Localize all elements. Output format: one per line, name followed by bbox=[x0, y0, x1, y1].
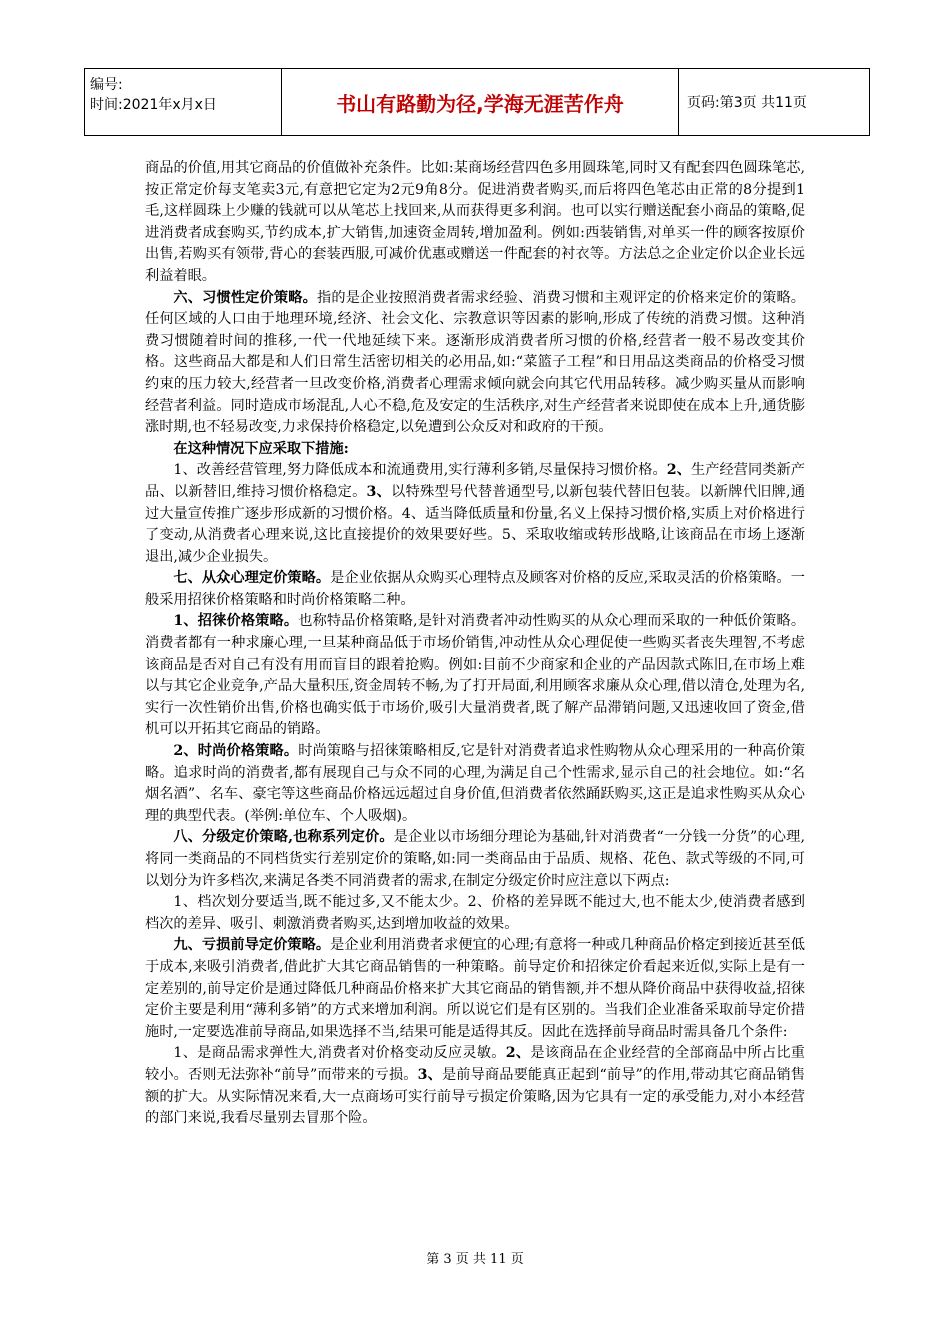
paragraph-text: 1、是商品需求弹性大,消费者对价格变动反应灵敏。 bbox=[173, 1045, 506, 1062]
list-number: 2、 bbox=[666, 462, 691, 479]
paragraph-text: 以特殊型号代替普通型号,以新包装代替旧包装。以新牌代旧牌,通过大量宣传推广逐步形成新的习惯价格。4、适当降低质量和份量,名义上保持习惯价格,实质上对价格进行了变动,从消费者心理来说,这比直接提价的效果要好些。5、采取收缩或转形战略,让该商品在市场上逐渐退出,减少企业损失。 bbox=[145, 483, 806, 565]
paragraph bbox=[145, 935, 805, 1043]
paragraph-text: 指的是企业按照消费者需求经验、消费习惯和主观评定的价格来定价的策略。任何区域的人口由于地理环境,经济、社会文化、宗教意识等因素的影响,形成了传统的消费习惯。这种消费习惯随着时间的推移,一代一代地延续下来。逐渐形成消费者所习惯的价格,经营者一般不易改变其价格。这些商品大都是和人们日常生活密切相关的必用品,如:“菜篮子工程”和日用品这类商品的价格受习惯约束的压力较大,经营者一旦改变价格,消费者心理需求倾向就会向其它代用品转移。减少购买量从而影响经营者利益。同时造成市场混乱,人心不稳,危及安定的生活秩序,对生产经营者来说即使在成本上升,通货膨涨时期,也不轻易改变,力求保持价格稳定,以免遭到公众反对和政府的干预。 bbox=[145, 289, 805, 436]
section-heading: 八、分级定价策略,也称系列定价。 bbox=[173, 829, 394, 846]
paragraph-text: 是企业以市场细分理论为基础,针对消费者“一分钱一分货”的心理,将同一类商品的不同档货实行差别定价的策略,如:同一类商品由于品质、规格、花色、款式等级的不同,可以划分为许多档次,来满足各类不同消费者的需求,在制定分级定价时应注意以下两点: bbox=[145, 829, 805, 889]
paragraph bbox=[145, 827, 805, 892]
time-label: 时间:2021年x月x日 bbox=[90, 97, 217, 113]
paragraph bbox=[145, 439, 805, 461]
section-heading: 在这种情况下应采取下措施: bbox=[173, 440, 349, 457]
paragraph-text: 是前导商品要能真正起到“前导”的作用,带动其它商品销售额的扩大。从实际情况来看,大一点商场可实行前导亏损定价策略,因为它具有一定的承受能力,对小本经营的部门来说,我看尽量别去冒那个险。 bbox=[145, 1066, 806, 1127]
section-heading: 九、亏损前导定价策略。 bbox=[173, 937, 331, 954]
paragraph bbox=[145, 288, 805, 439]
section-heading: 六、习惯性定价策略。 bbox=[173, 289, 317, 306]
page-footer bbox=[0, 1248, 950, 1267]
footer-page-number: 第 3 页 共 11 页 bbox=[426, 1252, 524, 1267]
section-heading: 1、招徕价格策略。 bbox=[173, 613, 299, 630]
number-label: 编号: bbox=[90, 77, 123, 93]
header-meta bbox=[85, 69, 282, 135]
paragraph bbox=[145, 1043, 805, 1129]
list-number: 2、 bbox=[505, 1045, 531, 1062]
header-page-label: 页码:第3页 共11页 bbox=[687, 95, 807, 111]
list-number: 3、 bbox=[417, 1066, 442, 1083]
paragraph: 商品的价值,用其它商品的价值做补充条件。比如:某商场经营四色多用圆珠笔,同时又有配套四色圆珠笔芯,按正常定价每支笔卖3元,有意把它定为2元9角8分。促进消费者购买,而后将四色笔芯由正常的8分提到1毛,这样圆珠上少赚的钱就可以从笔芯上找回来,从而获得更多利润。也可以实行赠送配套小商品的策略,促进消费者成套购买,节约成本,扩大销售,加速资金周转,增加盈利。例如:西装销售,对单买一件的顾客按原价出售,若购买有领带,背心的套装西服,可减价优惠或赠送一件配套的衬衣等。方法总之企业定价以企业长远利益着眼。 bbox=[145, 160, 805, 284]
section-heading: 七、从众心理定价策略。 bbox=[173, 570, 331, 587]
document-body bbox=[145, 158, 805, 1130]
page-header bbox=[84, 68, 870, 136]
paragraph-text: 是企业依据从众购买心理特点及顾客对价格的反应,采取灵活的价格策略。一般采用招徕价格策略和时尚价格策略二种。 bbox=[145, 570, 805, 608]
paragraph bbox=[145, 611, 805, 741]
paragraph bbox=[145, 568, 805, 611]
header-motto: 书山有路勤为径,学海无涯苦作舟 bbox=[282, 69, 679, 135]
paragraph-text: 也称特品价格策略,是针对消费者冲动性购买的从众心理而采取的一种低价策略。消费者都有一种求廉心理,一旦某种商品低于市场价销售,冲动性从众心理促使一些购买者丧失理智,不考虑该商品是否对自己有没有用而盲目的跟着抢购。例如:目前不少商家和企业的产品因款式陈旧,在市场上难以与其它企业竞争,产品大量积压,资金周转不畅,为了打开局面,利用顾客求廉从众心理,借以清仓,处理为名,实行一次性销价出售,价格也确实低于市场价,吸引大量消费者,既了解产品滞销问题,又迅速收回了资金,借机可以开拓其它商品的销路。 bbox=[145, 613, 806, 738]
list-number: 3、 bbox=[366, 483, 392, 500]
paragraph bbox=[145, 460, 805, 568]
paragraph-text: 是企业利用消费者求便宜的心理;有意将一种或几种商品价格定到接近甚至低于成本,来吸引消费者,借此扩大其它商品销售的一种策略。前导定价和招徕定价看起来近似,实际上是有一定差别的,前导定价是通过降低几种商品价格来扩大其它商品的销售额,并不想从降价商品中获得收益,招徕定价主要是利用“薄利多销”的方式来增加利润。所以说它们是有区别的。当我们企业准备采取前导定价措施时,一定要选准前导商品,如果选择不当,结果可能是适得其反。因此在选择前导商品时需具备几个条件: bbox=[145, 937, 805, 1040]
paragraph: 1、档次划分要适当,既不能过多,又不能太少。2、价格的差异既不能过大,也不能太少,使消费者感到档次的差异、吸引、刺激消费者购买,达到增加收益的效果。 bbox=[145, 894, 805, 932]
paragraph-text: 是该商品在企业经营的全部商品中所占比重较小。否则无法弥补“前导”而带来的亏损。 bbox=[145, 1045, 805, 1083]
paragraph bbox=[145, 741, 805, 827]
paragraph-text: 时尚策略与招徕策略相反,它是针对消费者追求性购物从众心理采用的一种高价策略。追求时尚的消费者,都有展现自己与众不同的心理,为满足自己个性需求,显示自己的社会地位。如:“名烟名酒”、名车、豪宅等这些商品价格远远超过自身价值,但消费者依然踊跃购买,这正是追求性购买从众心理的典型代表。(举例:单位车、个人吸烟)。 bbox=[145, 743, 806, 824]
paragraph-text: 生产经营同类新产品、以新替旧,维持习惯价格稳定。 bbox=[145, 462, 805, 500]
section-heading: 2、时尚价格策略。 bbox=[173, 743, 299, 760]
paragraph-text: 1、改善经营管理,努力降低成本和流通费用,实行薄利多销,尽量保持习惯价格。 bbox=[173, 462, 667, 479]
